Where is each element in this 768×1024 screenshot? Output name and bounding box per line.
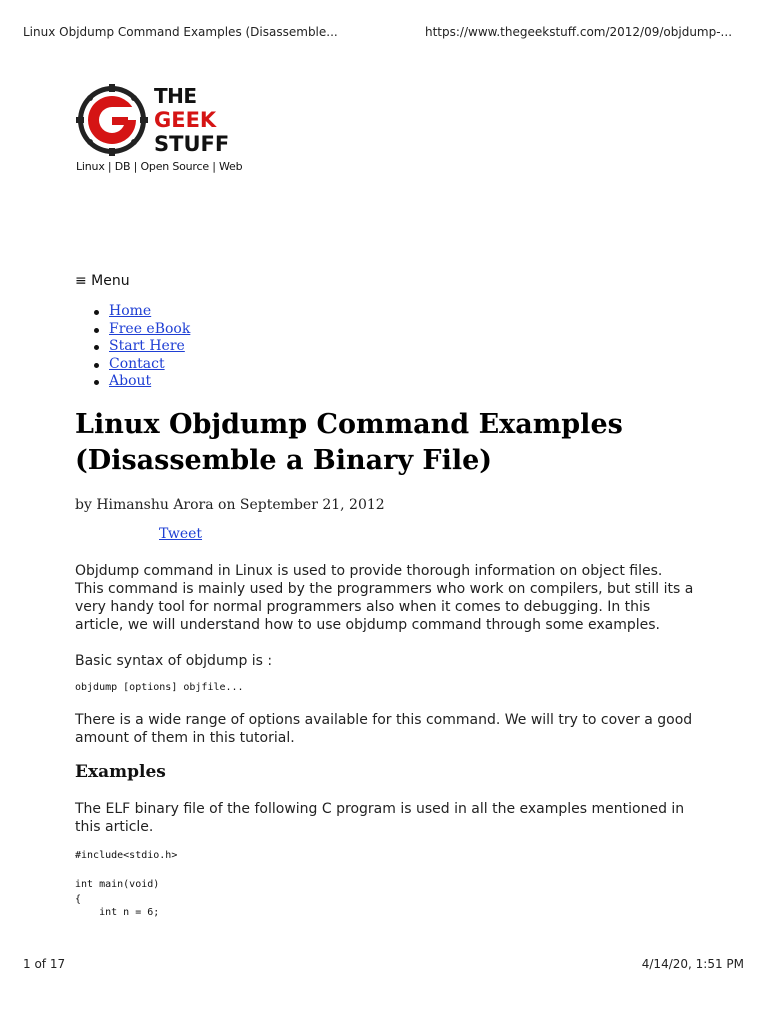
logo-word-stuff: STUFF	[154, 132, 230, 156]
nav-link-start-here[interactable]: Start Here	[109, 338, 185, 354]
code-line-variable: int n = 6;	[75, 907, 160, 918]
nav-item-about	[75, 373, 190, 391]
nav-link-contact[interactable]: Contact	[109, 355, 165, 372]
code-line-open-brace: {	[75, 894, 82, 905]
nav-item-start-here	[75, 338, 190, 356]
code-line-include: #include<stdio.h>	[75, 850, 178, 861]
nav-link-about[interactable]: About	[109, 373, 152, 389]
print-date: 4/14/20, 1:51 PM	[641, 957, 744, 971]
geek-stuff-g-gear-logo	[76, 84, 148, 156]
print-footer	[0, 954, 768, 974]
options-paragraph: There is a wide range of options available for this command. We will try to cover a good amount of them in this tutorial.	[75, 712, 693, 746]
syntax-intro-paragraph: Basic syntax of objdump is :	[75, 653, 273, 669]
logo-word-the: THE	[154, 84, 197, 108]
tweet-link[interactable]: Tweet	[159, 526, 203, 542]
logo-tagline: Linux | DB | Open Source | Web	[76, 160, 243, 173]
menu-toggle[interactable]	[75, 273, 130, 289]
nav-item-free-ebook	[75, 321, 190, 339]
syntax-code: objdump [options] objfile...	[75, 682, 244, 693]
logo-word-geek: GEEK	[154, 108, 217, 132]
site-logo[interactable]	[76, 84, 242, 176]
intro-paragraph: Objdump command in Linux is used to provide thorough information on object files. This command is mainly used by the programmers who work on compilers, but still its a very handy tool for normal programmers also when it comes to debugging. In this article, we will understand how to use objdump command through some examples.	[75, 563, 694, 633]
nav-link-free-ebook[interactable]: Free eBook	[109, 320, 191, 337]
nav-link-home[interactable]: Home	[109, 303, 152, 319]
nav-item-contact	[75, 356, 190, 374]
example-program-paragraph: The ELF binary file of the following C program is used in all the examples mentioned in this article.	[75, 801, 685, 835]
tweet-share	[159, 526, 202, 542]
main-navigation	[75, 303, 190, 391]
code-line-main: int main(void)	[75, 879, 160, 890]
document-url[interactable]: https://www.thegeekstuff.com/2012/09/objdump-...	[425, 25, 733, 39]
document-title: Linux Objdump Command Examples (Disassemble...	[23, 25, 338, 39]
page-count: 1 of 17	[23, 957, 66, 971]
nav-item-home	[75, 303, 190, 321]
hamburger-icon[interactable]: ≡ Menu	[75, 273, 130, 289]
examples-heading: Examples	[75, 762, 166, 782]
article-byline: by Himanshu Arora on September 21, 2012	[75, 497, 385, 513]
article-title: Linux Objdump Command Examples (Disassemble a Binary File)	[75, 409, 623, 476]
print-header	[0, 0, 768, 39]
